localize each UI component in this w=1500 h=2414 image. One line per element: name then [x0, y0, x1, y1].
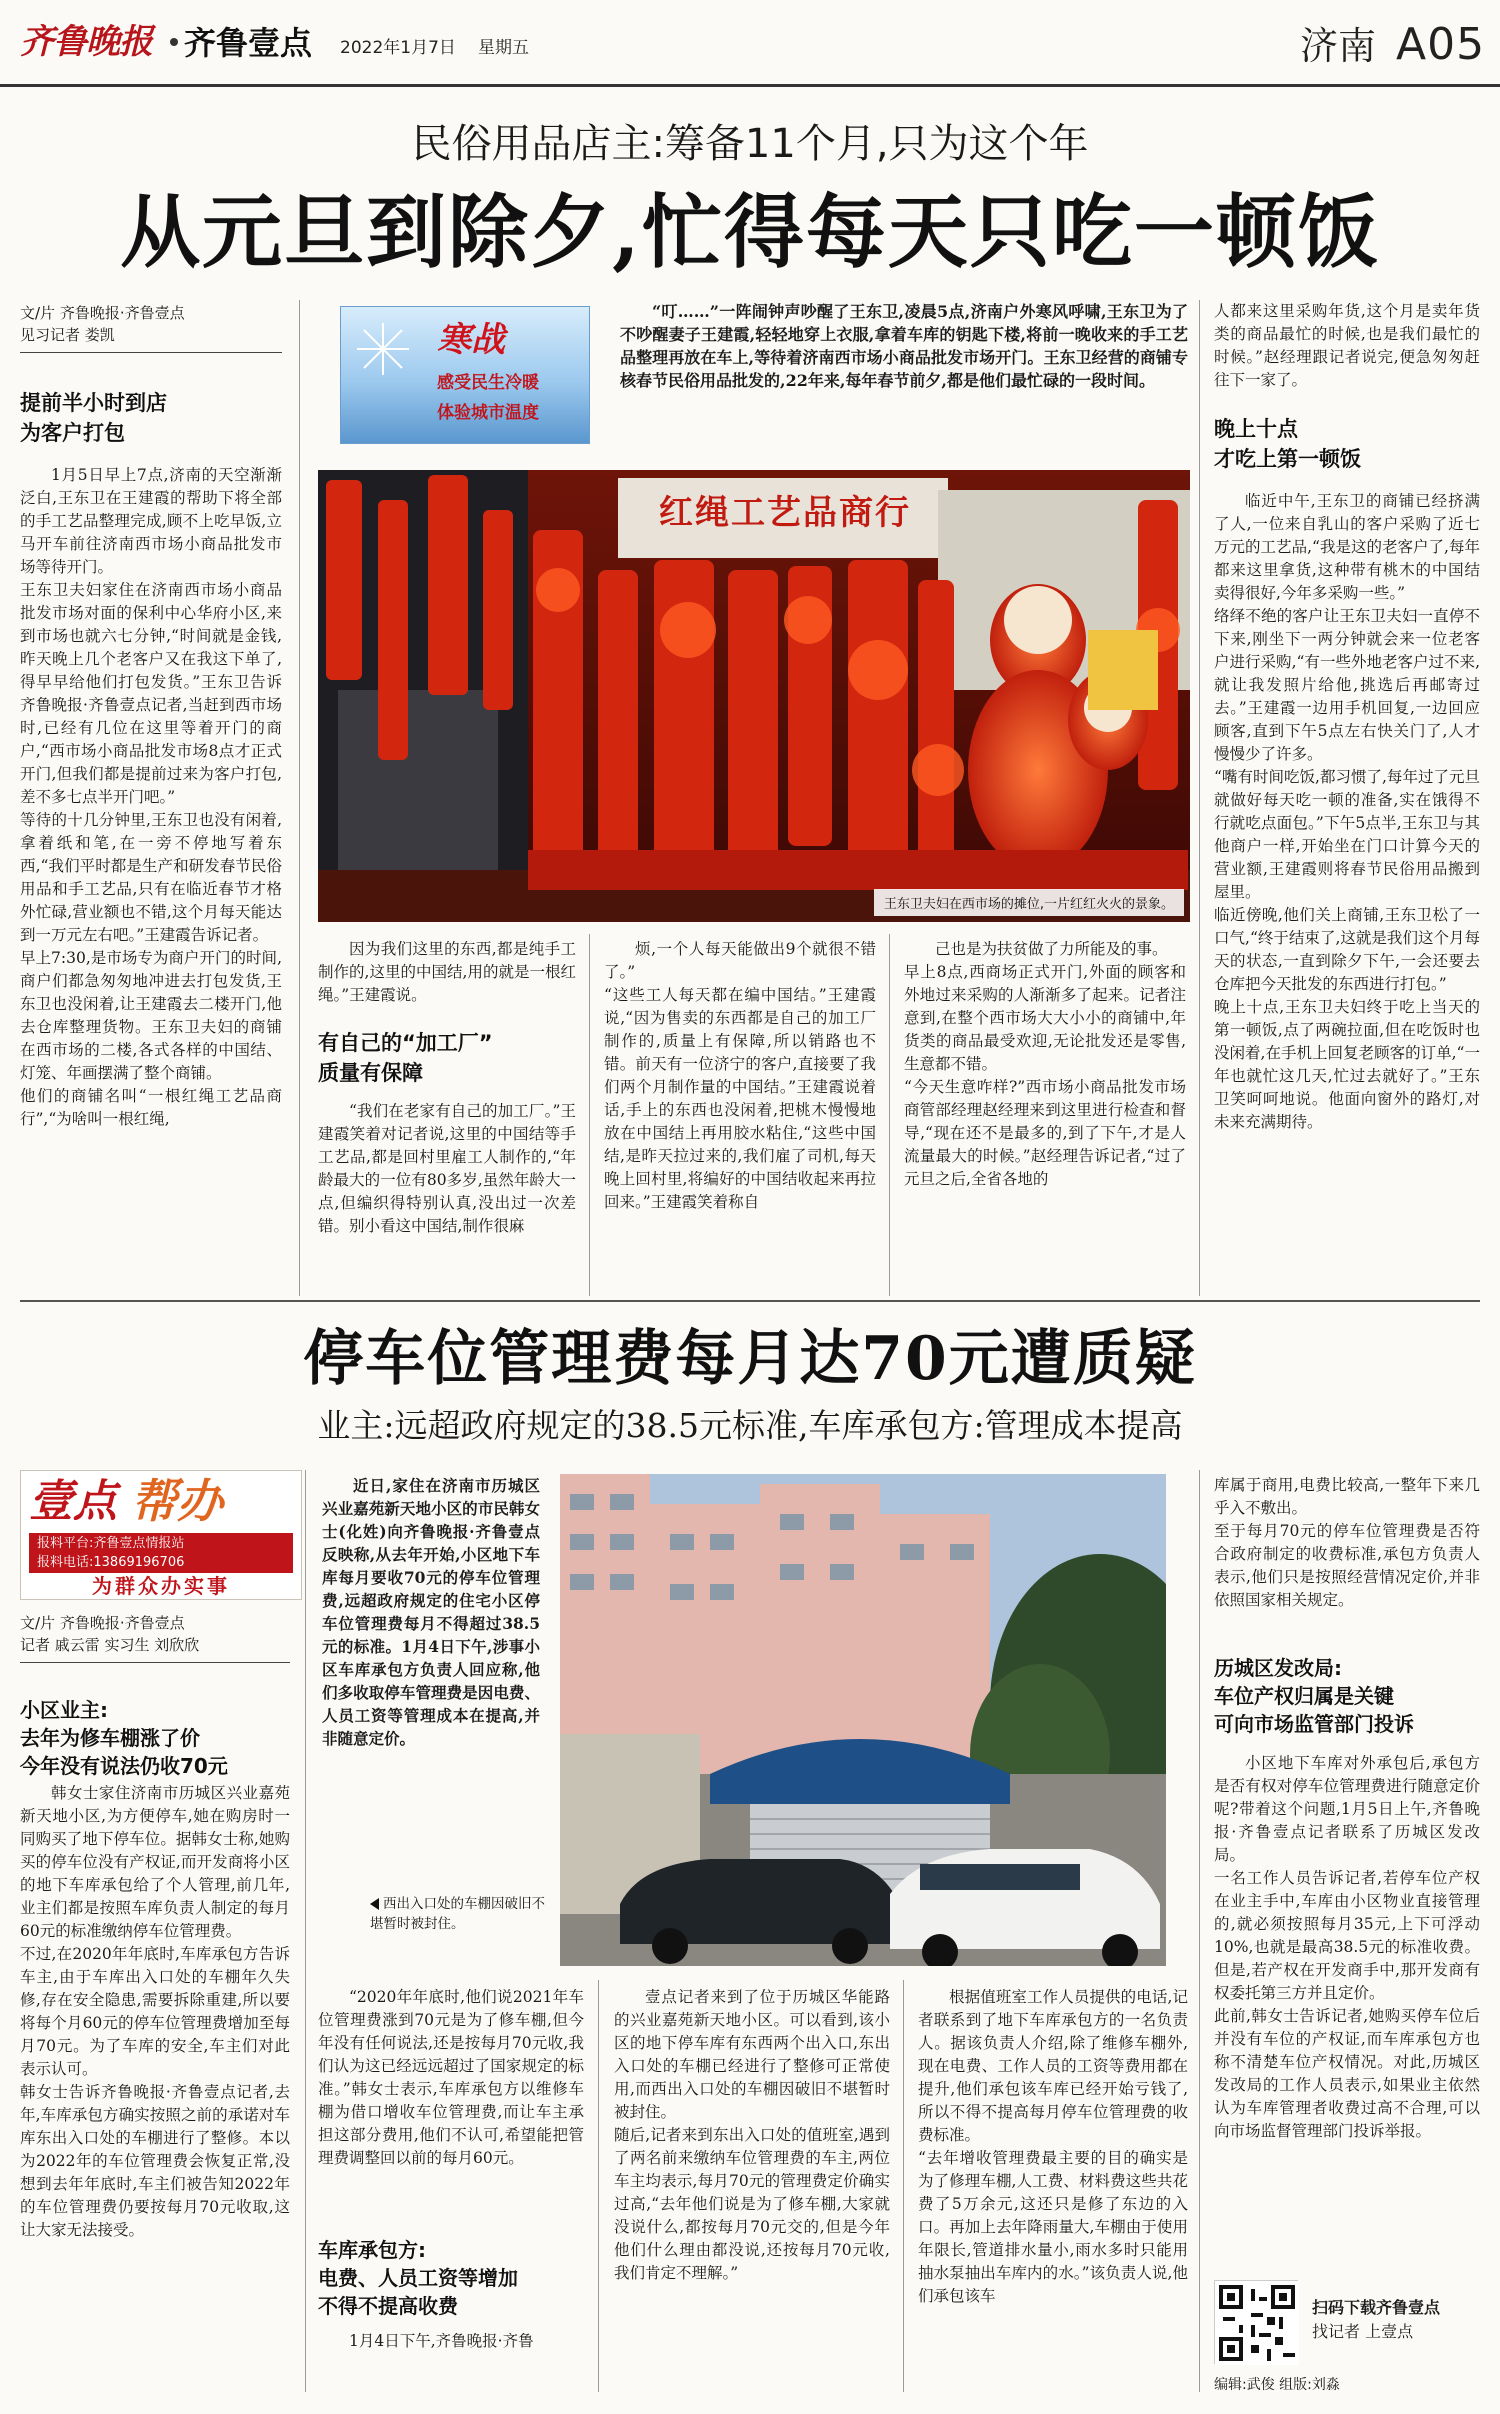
article2-col2-body: “2020年年底时,他们说2021年车位管理费涨到70元是为了修车棚,但今年没有任何说法,还是按每月70元收,我们认为这已经远远超过了国家规定的标准。”韩女士表示,车库承包方以维修车棚为借口增收车位管理费,而让车主承担这部分费用,他们不认可,希望能把管理费调整回以前的每月60元。	[318, 1988, 584, 2167]
help-logo-text: 帮办	[131, 1474, 223, 1528]
article1-headline: 从元旦到除夕,忙得每天只吃一顿饭	[120, 185, 1380, 279]
column-rule	[299, 300, 300, 1296]
masthead-rule	[0, 84, 1500, 87]
article1-kicker: 民俗用品店主:筹备11个月,只为这个年	[411, 121, 1089, 167]
article2-byline-line1: 文/片 齐鲁晚报·齐鲁壹点	[20, 1614, 185, 1632]
article1-col2-body-top: 因为我们这里的东西,都是纯手工制作的,这里的中国结,用的就是一根红绳。”王建霞说。	[318, 940, 576, 1004]
article1-right-body-top: 人都来这里采购年货,这个月是卖年货类的商品最忙的时候,也是我们最忙的时候。”赵经理跟记者说完,便急匆匆赶往下一家了。	[1214, 302, 1480, 389]
slogan-text: 为群众办实事	[92, 1574, 230, 1598]
snowflake-icon	[355, 321, 411, 377]
column-rule	[589, 934, 590, 1296]
article2-photo-caption-text: 西出入口处的车棚因破旧不堪暂时被封住。	[370, 1896, 545, 1932]
caption-pointer-icon	[370, 1898, 379, 1910]
column-rule	[903, 1980, 904, 2392]
tip-phone-line: 报料电话:13869196706	[37, 1555, 185, 1570]
article1-byline-line2: 见习记者 娄凯	[20, 326, 115, 344]
article2-photo-caption	[370, 1894, 550, 1934]
qr-code-icon	[1215, 2281, 1299, 2365]
masthead-weekday: 星期五	[478, 38, 529, 58]
badge-line2: 体验城市温度	[437, 403, 539, 423]
masthead-date: 2022年1月7日	[340, 38, 456, 58]
article2-garage-photo	[560, 1474, 1166, 1966]
column-rule	[889, 934, 890, 1296]
column-rule	[598, 1980, 599, 2392]
yidian-help-logo	[20, 1470, 302, 1600]
masthead-dot	[170, 38, 178, 46]
article1-col2-body: “我们在老家有自己的加工厂。”王建霞笑着对记者说,这里的中国结等手工艺品,都是回村里雇工人制作的,“年龄最大的一位有80多岁,虽然年龄大一点,但编织得特别认真,没出过一次差错。别小看这中国结,制作很麻	[318, 1102, 576, 1235]
article1-byline-line1: 文/片 齐鲁晚报·齐鲁壹点	[20, 304, 185, 322]
qr-caption-line1: 扫码下载齐鲁壹点	[1312, 2298, 1441, 2317]
article2-col2-subheading: 车库承包方: 电费、人员工资等增加 不得不提高收费	[318, 2238, 518, 2318]
article2-right-body-top: 库属于商用,电费比较高,一整年下来几乎入不敷出。 至于每月70元的停车位管理费是否符合政府制定的收费标准,承包方负责人表示,他们只是按照经营情况定价,并非依照国家相关规定。	[1214, 1476, 1480, 1609]
column-rule	[1199, 300, 1200, 1296]
article1-lead: “叮……”一阵闹钟声吵醒了王东卫,凌晨5点,济南户外寒风呼啸,王东卫为了不吵醒妻子王建霞,轻轻地穿上衣服,拿着车库的钥匙下楼,将前一晚收来的手工艺品整理再放在车上,等待着济南西市场小商品批发市场开门。王东卫经营的商铺专核春节民俗用品批发的,22年来,每年春节前夕,都是他们最忙碌的一段时间。	[620, 302, 1188, 390]
masthead-section: 济南	[1300, 24, 1377, 68]
column-rule	[1199, 1470, 1200, 2392]
garage-entrance-illustration	[560, 1474, 1166, 1966]
badge-title: 寒战	[437, 320, 505, 360]
article2-col1-subheading: 小区业主: 去年为修车棚涨了价 今年没有说法仍收70元	[20, 1698, 228, 1778]
article1-col1-body: 1月5日早上7点,济南的天空渐渐泛白,王东卫在王建霞的帮助下将全部的手工艺品整理完成,顾不上吃早饭,立马开车前往济南西市场小商品批发市场等待开门。 王东卫夫妇家住在济南西市场小商品批发市场对面的保利中心华府小区,来到市场也就六七分钟,“时间就是金钱,昨天晚上几个老客户又在我这下单了,得早早给他们打包发货。”王东卫告诉齐鲁晚报·齐鲁壹点记者,当赶到西市场时,已经有几位在这里等着开门的商户,“西市场小商品批发市场8点才正式开门,但我们都是提前过来为客户打包,差不多七点半开门吧。” 等待的十几分钟里,王东卫也没有闲着,拿着纸和笔,在一旁不停地写着东西,“我们平时都是生产和研发春节民俗用品和手工艺品,只有在临近春节才格外忙碌,营业额也不错,这个月每天能达到一万元左右吧。”王建霞告诉记者。 早上7:30,是市场专为商户开门的时间,商户们都急匆匆地冲进去打包发货,王东卫也没闲着,让王建霞去二楼开门,他去仓库整理货物。王东卫夫妇的商铺在西市场的二楼,各式各样的中国结、灯笼、年画摆满了整个商铺。 他们的商铺名叫“一根红绳工艺品商行”,“为啥叫一根红绳,	[20, 466, 282, 1128]
article2-byline	[20, 1612, 310, 1656]
article1-photo-caption: 王东卫夫妇在西市场的摊位,一片红红火火的景象。	[883, 897, 1174, 912]
article1-series-badge	[340, 306, 590, 444]
shop-sign-text: 红绳工艺品商行	[659, 493, 911, 533]
qr-caption	[1312, 2296, 1492, 2344]
article1-col3-body: 烦,一个人每天能做出9个就很不错了。” “这些工人每天都在编中国结。”王建霞说,“因为售卖的东西都是自己的加工厂制作的,质量上有保障,所以销路也不错。前天有一位济宁的客户,直接要了我们两个月制作量的中国结。”王建霞说着话,手上的东西也没闲着,把桃木慢慢地放在中国结上再用胶水粘住,“这些中国结,是昨天拉过来的,我们雇了司机,每天晚上回村里,将编好的中国结收起来再拉回来。”王建霞笑着称自	[604, 940, 876, 1211]
article2-col2-body-bottom: 1月4日下午,齐鲁晚报·齐鲁	[349, 2332, 534, 2350]
editor-credit: 编辑:武俊 组版:刘淼	[1214, 2377, 1340, 2393]
article1-col1-subheading: 提前半小时到店 为客户打包	[20, 391, 167, 445]
article2-headline: 停车位管理费每月达70元遭质疑	[303, 1324, 1197, 1394]
tip-platform-line: 报料平台:齐鲁壹点情报站	[37, 1536, 185, 1551]
qr-code[interactable]	[1214, 2280, 1298, 2364]
column-rule	[305, 1470, 306, 2392]
article2-col1-body: 韩女士家住济南市历城区兴业嘉苑新天地小区,为方便停车,她在购房时一同购买了地下停车位。据韩女士称,她购买的停车位没有产权证,而开发商将小区的地下车库承包给了个人管理,前几年,业主们都是按照车库负责人制定的每月60元的标准缴纳停车位管理费。 不过,在2020年年底时,车库承包方告诉车主,由于车库出入口处的车棚年久失修,存在安全隐患,需要拆除重建,所以要将每个月60元的停车位管理费增加至每月70元。为了车库的安全,车主们对此表示认可。 韩女士告诉齐鲁晚报·齐鲁壹点记者,去年,车库承包方确实按照之前的承诺对车库东出入口处的车棚进行了整修。本以为2022年的车位管理费会恢复正常,没想到去年年底时,车主们被告知2022年的车位管理费仍要按每月70元收取,这让大家无法接受。	[20, 1784, 290, 2239]
article1-market-stall-photo	[318, 470, 1190, 922]
market-stall-illustration	[318, 470, 1190, 922]
badge-line1: 感受民生冷暖	[437, 373, 539, 393]
article2-col3-body: 壹点记者来到了位于历城区华能路的兴业嘉苑新天地小区。可以看到,该小区的地下停车库有东西两个出入口,东出入口处的车棚已经进行了整修可正常使用,而西出入口处的车棚因破旧不堪暂时被封住。 随后,记者来到东出入口处的值班室,遇到了两名前来缴纳车位管理费的车主,两位车主均表示,每月70元的管理费定价确实过高,“去年他们说是为了修车棚,大家就没说什么,都按每月70元交的,但是今年他们什么理由都没说,还按每月70元收,我们肯定不理解。”	[614, 1988, 890, 2282]
qr-caption-line2: 找记者 上壹点	[1312, 2322, 1414, 2341]
article1-right-body: 临近中午,王东卫的商铺已经挤满了人,一位来自乳山的客户采购了近七万元的工艺品,“我是这的老客户了,每年都来这里拿货,这种带有桃木的中国结卖得很好,今年多采购一些。” 络绎不绝的客户让王东卫夫妇一直停不下来,刚坐下一两分钟就会来一位老客户进行采购,“有一些外地老客户过不来,就让我发照片给他,挑选后再邮寄过去。”王建霞一边用手机回复,一边回应顾客,直到下午5点左右快关门了,人才慢慢少了许多。 “嘴有时间吃饭,都习惯了,每年过了元旦就做好每天吃一顿的准备,实在饿得不行就吃点面包。”下午5点半,王东卫与其他商户一样,开始坐在门口计算今天的营业额,王建霞则将春节民俗用品搬到屋里。 临近傍晚,他们关上商铺,王东卫松了一口气,“终于结束了,这就是我们这个月每天的状态,一直到除夕下午,一会还要去仓库把今天批发的东西进行打包。” 晚上十点,王东卫夫妇终于吃上当天的第一顿饭,点了两碗拉面,但在吃饭时也没闲着,在手机上回复老顾客的订单,“一年也就忙这几天,忙过去就好了。”王东卫笑呵呵地说。他面向窗外的路灯,对未来充满期待。	[1214, 492, 1480, 1131]
article1-right-subheading: 晚上十点 才吃上第一顿饭	[1214, 417, 1361, 471]
article2-right-subheading: 历城区发改局: 车位产权归属是关键 可向市场监管部门投诉	[1214, 1656, 1414, 1736]
article1-photo-caption-box	[874, 889, 1184, 916]
article2-right-body: 小区地下车库对外承包后,承包方是否有权对停车位管理费进行随意定价呢?带着这个问题,1月5日上午,齐鲁晚报·齐鲁壹点记者联系了历城区发改局。 一名工作人员告诉记者,若停车位产权在业主手中,车库由小区物业直接管理的,就必须按照每月35元,上下可浮动10%,也就是最高38.5元的标准收费。但是,若产权在开发商手中,那开发商有权委托第三方并且定价。 此前,韩女士告诉记者,她购买停车位后并没有车位的产权证,而车库承包方也称不清楚车位产权情况。对此,历城区发改局的工作人员表示,如果业主依然认为车库管理者收费过高不合理,可以向市场监督管理部门投诉举报。	[1214, 1754, 1480, 2140]
tip-platform-banner	[29, 1533, 293, 1573]
article2-byline-rule	[20, 1662, 290, 1663]
article2-subhead: 业主:远超政府规定的38.5元标准,车库承包方:管理成本提高	[317, 1406, 1183, 1445]
article2-byline-line2: 记者 戚云雷 实习生 刘欣欣	[20, 1636, 200, 1654]
article1-col2-subheading: 有自己的“加工厂” 质量有保障	[318, 1031, 493, 1085]
masthead-page-number: A05	[1396, 19, 1486, 70]
masthead	[0, 0, 1500, 86]
masthead-logo-qilu-evening: 齐鲁晚报	[20, 22, 152, 62]
article1-byline	[20, 302, 310, 346]
article1-col4-body: 己也是为扶贫做了力所能及的事。 早上8点,西商场正式开门,外面的顾客和外地过来采购的人渐渐多了起来。记者注意到,在整个西市场大大小小的商铺中,年货类的商品最受欢迎,无论批发还是零售,生意都不错。 “今天生意咋样?”西市场小商品批发市场商管部经理赵经理来到这里进行检查和督导,“现在还不是最多的,到了下午,才是人流量最大的时候。”赵经理告诉记者,“过了元旦之后,全省各地的	[904, 940, 1186, 1188]
article2-col4-body: 根据值班室工作人员提供的电话,记者联系到了地下车库承包方的一名负责人。据该负责人介绍,除了维修车棚外,现在电费、工作人员的工资等费用都在提升,他们承包该车库已经开始亏钱了,所以不得不提高每月停车位管理费的收费标准。 “去年增收管理费最主要的目的确实是为了修理车棚,人工费、材料费这些共花费了5万余元,这还只是修了东边的入口。再加上去年降雨量大,车棚由于使用年限长,管道排水量小,雨水多时只能用抽水泵抽出车库内的水。”该负责人说,他们承包该车	[918, 1988, 1188, 2305]
yidian-logo-text: 壹点	[29, 1476, 117, 1527]
masthead-logo-qilu-yidian: 齐鲁壹点	[184, 24, 313, 62]
article-divider	[20, 1300, 1480, 1302]
article1-byline-rule	[20, 352, 282, 353]
article2-lead: 近日,家住在济南市历城区兴业嘉苑新天地小区的市民韩女士(化姓)向齐鲁晚报·齐鲁壹点反映称,从去年开始,小区地下车库每月要收70元的停车位管理费,远超政府规定的住宅小区停车位管理费每月不得超过38.5元的标准。1月4日下午,涉事小区车库承包方负责人回应称,他们多收取停车管理费是因电费、人员工资等管理成本在提高,并非随意定价。	[322, 1476, 540, 1748]
